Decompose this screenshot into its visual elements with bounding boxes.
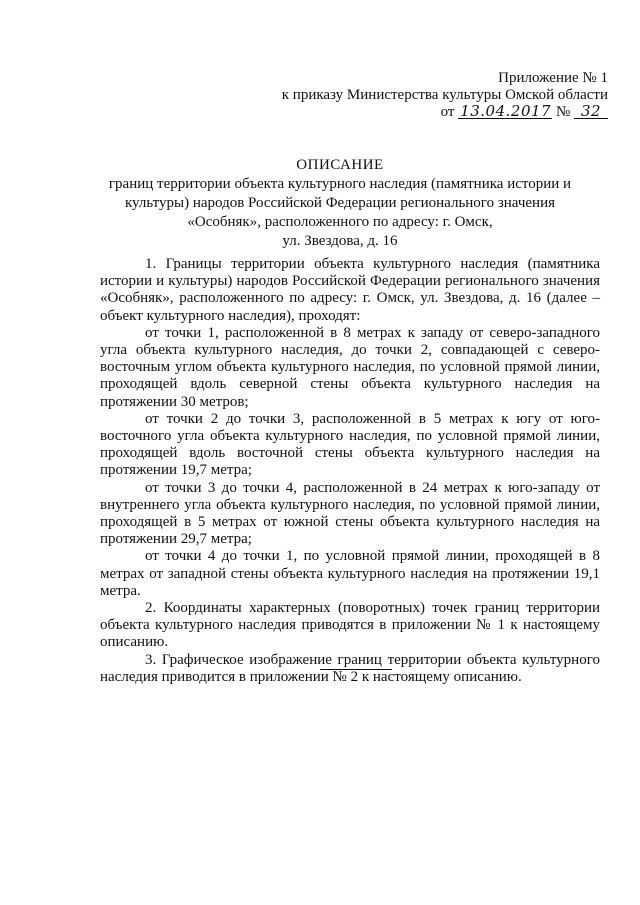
appendix-header — [282, 70, 608, 121]
paragraph-segment-3-4: от точки 3 до точки 4, расположенной в 24 метрах к юго-западу от внутреннего угла объекта культурного наследия, по условной прямой линии, проходящей в 5 метрах от южной стены объекта культурного наследия на протяжении 29,7 метра; — [100, 479, 600, 548]
document-body — [100, 256, 600, 686]
end-divider — [320, 669, 392, 670]
document-heading: ОПИСАНИЕ — [296, 157, 384, 173]
number-sign: № — [555, 104, 571, 120]
paragraph-segment-1-2: от точки 1, расположенной в 8 метрах к западу от северо-западного угла объекта культурного наследия, до точки 2, совпадающей с северо-восточным углом объекта культурного наследия, по условной прямой линии, проходящей вдоль северной стены объекта культурного наследия на протяжении 30 метров; — [100, 324, 600, 410]
appendix-title: Приложение № 1 — [498, 70, 608, 86]
title-line-2: культуры) народов Российской Федерации регионального значения — [124, 195, 556, 211]
title-line-4: ул. Звездова, д. 16 — [282, 233, 398, 249]
paragraph-1: 1. Границы территории объекта культурного наследия (памятника истории и культуры) народов Российской Федерации регионального значения «Особняк», расположенного по адресу: г. Омск, ул. Звездова, д. 16 (далее – объект культурного наследия), проходят: — [100, 256, 600, 324]
title-line-3: «Особняк», расположенного по адресу: г. Омск, — [187, 214, 493, 230]
appendix-order-reference: к приказу Министерства культуры Омской области — [281, 87, 608, 103]
handwritten-date: 13.04.2017 — [460, 102, 552, 120]
title-line-1: границ территории объекта культурного наследия (памятника истории и — [108, 176, 572, 192]
paragraph-segment-4-1: от точки 4 до точки 1, по условной прямой линии, проходящей в 8 метрах от западной стены объекта культурного наследия на протяжении 19,1 метра. — [100, 548, 600, 599]
paragraph-segment-2-3: от точки 2 до точки 3, расположенной в 5 метрах к югу от юго-восточного угла объекта культурного наследия, по условной прямой линии, проходящей вдоль восточной стены объекта культурного наследия на протяжении 19,7 метра; — [100, 410, 600, 479]
appendix-date-line — [282, 104, 608, 121]
paragraph-2: 2. Координаты характерных (поворотных) точек границ территории объекта культурного наследия приводятся в приложении № 1 к настоящему описанию. — [100, 600, 600, 651]
document-title-block — [80, 156, 600, 251]
date-prefix: от — [440, 104, 455, 120]
handwritten-number: 32 — [574, 104, 608, 119]
paragraph-3: 3. Графическое изображение границ территории объекта культурного наследия приводится в приложении № 2 к настоящему описанию. — [100, 651, 600, 685]
